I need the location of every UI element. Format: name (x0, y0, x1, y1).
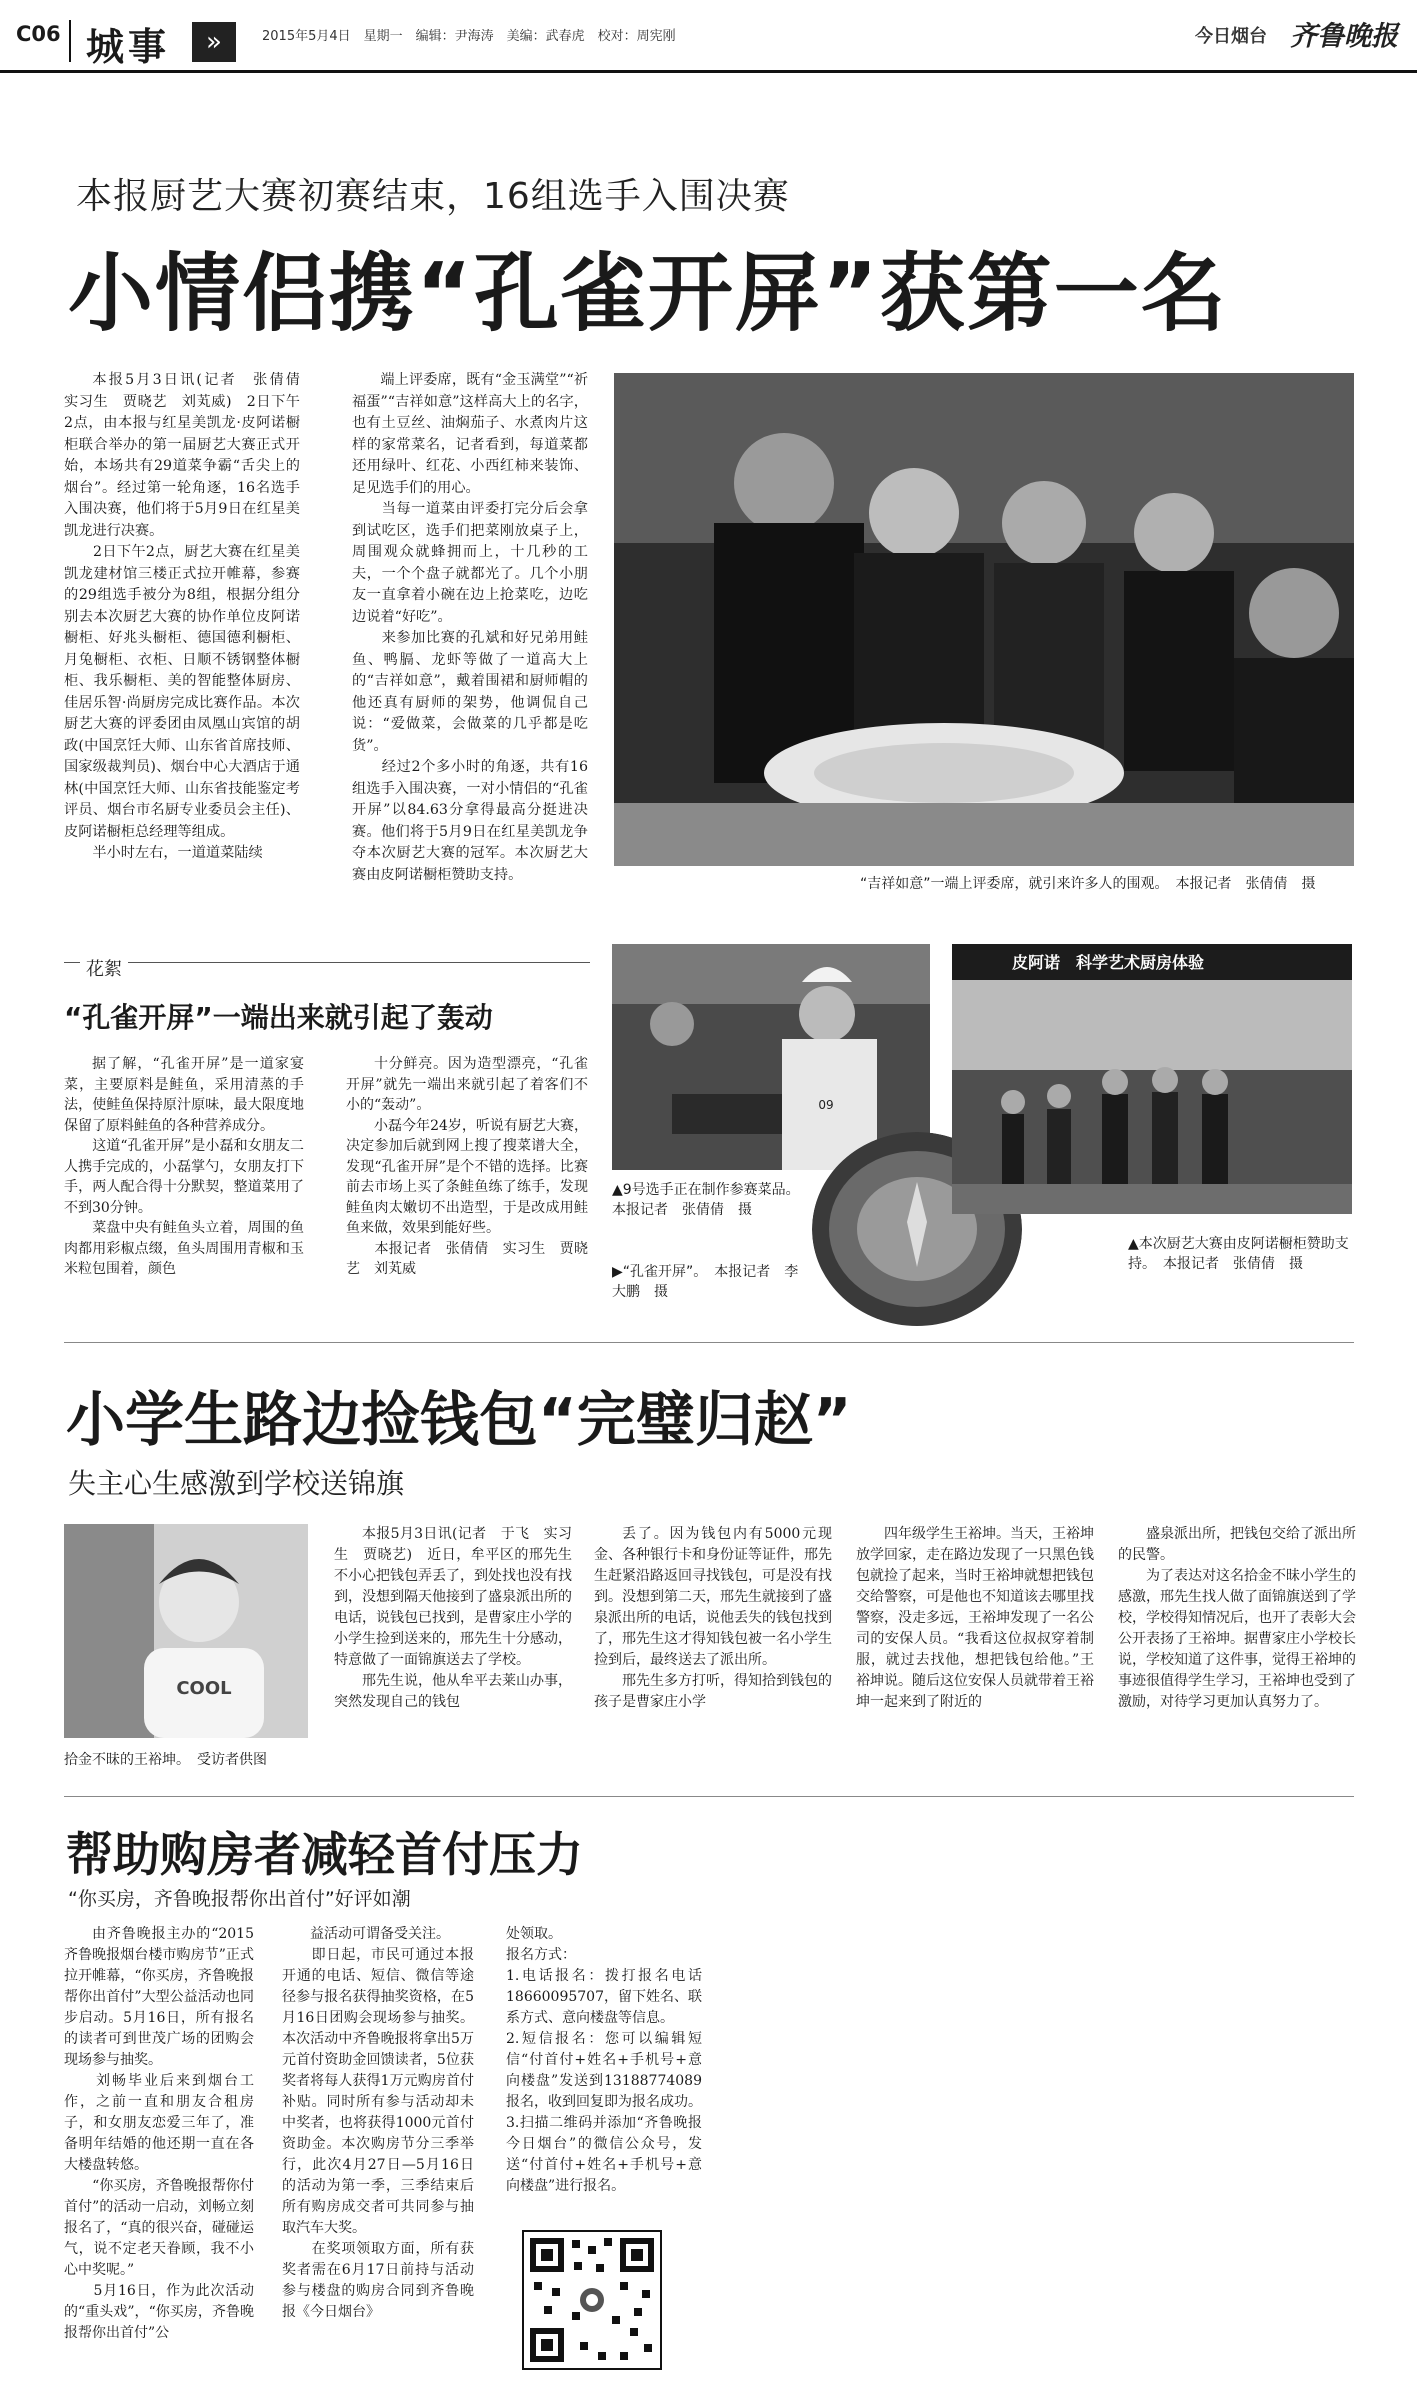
photo-caption: “吉祥如意”一端上评委席，就引来许多人的围观。 本报记者 张倩倩 摄 (860, 876, 1316, 892)
sidebar-column: 十分鲜亮。因为造型漂亮，“孔雀开屏”就先一端出来就引起了着客们不小的“轰动”。 小磊今年24岁，听说有厨艺大赛，决定参加后就到网上搜了搜菜谱大全，发现“孔雀开屏”是个不错的选择。比赛前去市场上买了条鲑鱼练了练手，发现鲑鱼肉太嫩切不出造型，于是改成用鲑鱼来做，效果到能好些。 本报记者 张倩倩 实习生 贾晓艺 刘芄威 (346, 1056, 588, 1277)
page-number: C06 (16, 22, 61, 46)
section-rule (64, 1342, 1354, 1343)
sidebar-tag: 花絮 (80, 955, 128, 981)
sponsor-photo (952, 944, 1352, 1214)
sidebar-column: 据了解，“孔雀开屏”是一道家宴菜，主要原料是鲑鱼，采用清蒸的手法，使鲑鱼保持原汁原味，最大限度地保留了原料鲑鱼的各种营养成分。 这道“孔雀开屏”是小磊和女朋友二人携手完成的，小磊掌勺，女朋友打下手，两人配合得十分默契，整道菜用了不到30分钟。 菜盘中央有鲑鱼头立着，周围的鱼肉都用彩椒点缀，鱼头周围用青椒和玉米粒包围着，颜色 (64, 1056, 304, 1277)
wechat-qr-code[interactable] (522, 2230, 662, 2370)
article-column: 处领取。 报名方式： 1.电话报名：拨打报名电话18660095707，留下姓名、联系方式、意向楼盘等信息。 2.短信报名：您可以编辑短信“付首付+姓名+手机号+意向楼盘”发送到13188774089报名，收到回复即为报名成功。 3.扫描二维码并添加“齐鲁晚报今日烟台”的微信公众号，发送“付首付+姓名+手机号+意向楼盘”进行报名。 (506, 1926, 702, 2194)
headline: 帮助购房者减轻首付压力 (66, 1828, 583, 1883)
header-divider (69, 20, 71, 62)
issue-meta: 2015年5月4日 星期一 编辑：尹海涛 美编：武春虎 校对：周宪刚 (262, 29, 676, 44)
chef-photo (612, 944, 930, 1170)
section-arrow-icon: » (192, 22, 236, 62)
section-rule (64, 1796, 1354, 1797)
article-column: 本报5月3日讯(记者 于飞 实习生 贾晓艺) 近日，牟平区的邢先生不小心把钱包弄丢了，到处找也没有找到，没想到隔天他接到了盛泉派出所的电话，说钱包已找到，是曹家庄小学的小学生捡到送来的，邢先生十分感动，特意做了一面锦旗送去了学校。 邢先生说，他从牟平去莱山办事，突然发现自己的钱包 (334, 1526, 572, 1710)
masthead-rule (0, 70, 1417, 73)
article-column: 由齐鲁晚报主办的“2015齐鲁晚报烟台楼市购房节”正式拉开帷幕，“你买房，齐鲁晚报帮你出首付”大型公益活动也同步启动。5月16日，所有报名的读者可到世茂广场的团购会现场参与抽奖。 刘畅毕业后来到烟台工作，之前一直和朋友合租房子，和女朋友恋爱三年了，准备明年结婚的他还期一直在各大楼盘转悠。 “你买房，齐鲁晚报帮你付首付”的活动一启动，刘畅立刻报名了，“真的很兴奋，碰碰运气，说不定老天眷顾，我不小心中奖呢。” 5月16日，作为此次活动的“重头戏”，“你买房，齐鲁晚报帮你出首付”公 (64, 1926, 254, 2341)
section-title: 城事 (86, 25, 171, 69)
shirt-text: COOL (176, 1678, 232, 1699)
deck: 失主心生感激到学校送锦旗 (68, 1467, 405, 1500)
bib-number: 09 (818, 1098, 834, 1112)
student-photo (64, 1524, 308, 1738)
article-column: 丢了。因为钱包内有5000元现金、各种银行卡和身份证等证件，邢先生赶紧沿路返回寻找钱包，可是没有找到。没想到第二天，邢先生就接到了盛泉派出所的电话，说他丢失的钱包找到了，邢先生这才得知钱包被一名小学生捡到后，最终送去了派出所。 邢先生多方打听，得知拾到钱包的孩子是曹家庄小学 (594, 1526, 832, 1710)
crowd-illustration (614, 373, 1354, 866)
paper-logo: 齐鲁晚报 (1290, 21, 1398, 52)
sidebar-headline: “孔雀开屏”一端出来就引起了轰动 (64, 1001, 493, 1034)
kicker: 本报厨艺大赛初赛结束，16组选手入围决赛 (76, 176, 790, 217)
chef-caption: ▲9号选手正在制作参赛菜品。 本报记者 张倩倩 摄 (612, 1182, 807, 1218)
deck: “你买房，齐鲁晚报帮你出首付”好评如潮 (68, 1888, 411, 1910)
article-column: 本报5月3日讯(记者 张倩倩 实习生 贾晓艺 刘芄威) 2日下午2点，由本报与红星美凯龙·皮阿诺橱柜联合举办的第一届厨艺大赛正式开始，本场共有29道菜争霸“舌尖上的烟台”。经过第一轮角逐，16名选手入围决赛，他们将于5月9日在红星美凯龙进行决赛。 2日下午2点，厨艺大赛在红星美凯龙建材馆三楼正式拉开帷幕，参赛的29组选手被分为8组，根据分组分别去本次厨艺大赛的协作单位皮阿诺橱柜、好兆头橱柜、德国德利橱柜、月兔橱柜、衣柜、日顺不锈钢整体橱柜、我乐橱柜、美的智能整体厨房、佳居乐智·尚厨房完成比赛作品。本次厨艺大赛的评委团由凤凰山宾馆的胡政(中国烹饪大师、山东省首席技师、国家级裁判员)、烟台中心大酒店于通林(中国烹饪大师、山东省技能鉴定考评员、烟台市名厨专业委员会主任)、皮阿诺橱柜总经理等组成。 半小时左右，一道道菜陆续 (64, 372, 300, 861)
store-sign: 皮阿诺 科学艺术厨房体验 (1012, 953, 1205, 972)
edition-name: 今日烟台 (1195, 26, 1267, 47)
student-caption: 拾金不昧的王裕坤。 受访者供图 (64, 1752, 267, 1768)
tasting-photo (614, 373, 1354, 866)
article-column: 端上评委席，既有“金玉满堂”“祈福蛋”“吉祥如意”这样高大上的名字，也有土豆丝、油焖茄子、水煮肉片这样的家常菜名，记者看到，每道菜都还用绿叶、红花、小西红柿来装饰、足见选手们的用心。 当每一道菜由评委打完分后会拿到试吃区，选手们把菜刚放桌子上，周围观众就蜂拥而上，十几秒的工夫，一个个盘子就都光了。几个小朋友一直拿着小碗在边上抢菜吃，边吃边说着“好吃”。 来参加比赛的孔斌和好兄弟用鲑鱼、鸭膈、龙虾等做了一道高大上的“吉祥如意”，戴着围裙和厨师帽的他还真有厨师的架势，他调侃自己说：“爱做菜，会做菜的几乎都是吃货”。 经过2个多小时的角逐，共有16组选手入围决赛，一对小情侣的“孔雀开屏”以84.63分拿得最高分挺进决赛。他们将于5月9日在红星美凯龙争夺本次厨艺大赛的冠军。本次厨艺大赛由皮阿诺橱柜赞助支持。 (352, 372, 588, 883)
headline: 小学生路边捡钱包“完璧归赵” (66, 1385, 852, 1454)
article-column: 盛泉派出所，把钱包交给了派出所的民警。 为了表达对这名拾金不昧小学生的感激，邢先生找人做了面锦旗送到了学校，学校得知情况后，也开了表彰大会公开表扬了王裕坤。据曹家庄小学校长说，学校知道了这件事，觉得王裕坤的事迹很值得学生学习，王裕坤也受到了激励，对待学习更加认真努力了。 (1118, 1526, 1356, 1710)
article-column: 四年级学生王裕坤。当天，王裕坤放学回家，走在路边发现了一只黑色钱包就捡了起来，当时王裕坤就想把钱包交给警察，可是他也不知道该去哪里找警察，没走多远，王裕坤发现了一名公司的安保人员。“我看这位叔叔穿着制服，就过去找他，想把钱包给他。”王裕坤说。随后这位安保人员就带着王裕坤一起来到了附近的 (856, 1526, 1094, 1710)
article-column: 益活动可谓备受关注。 即日起，市民可通过本报开通的电话、短信、微信等途径参与报名获得抽奖资格，在5月16日团购会现场参与抽奖。本次活动中齐鲁晚报将拿出5万元首付资助金回馈读者，5位获奖者将每人获得1万元购房首付补贴。同时所有参与活动却未中奖者，也将获得1000元首付资助金。本次购房节分三季举行，此次4月27日—5月16日的活动为第一季，三季结束后所有购房成交者可共同参与抽取汽车大奖。 在奖项领取方面，所有获奖者需在6月17日前持与活动参与楼盘的购房合同到齐鲁晚报《今日烟台》 (282, 1926, 474, 2320)
sidebar-rule (64, 962, 590, 963)
sponsor-caption: ▲本次厨艺大赛由皮阿诺橱柜赞助支持。 本报记者 张倩倩 摄 (1128, 1236, 1349, 1272)
headline: 小情侣携“孔雀开屏”获第一名 (68, 245, 1228, 344)
dish-caption: ▶“孔雀开屏”。 本报记者 李大鹏 摄 (612, 1264, 799, 1300)
